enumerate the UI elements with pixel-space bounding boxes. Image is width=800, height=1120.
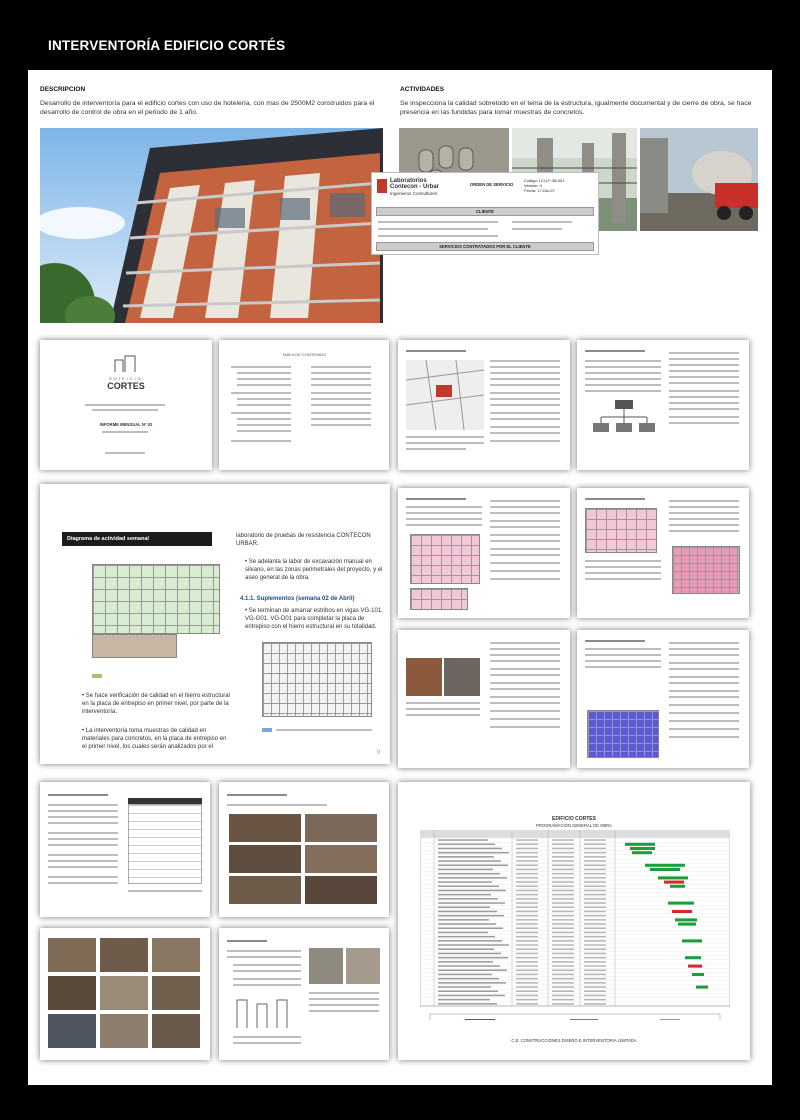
building-logo-icon xyxy=(113,355,137,373)
gantt-footer: C.E. CONSTRUCCIONES DISEÑO E INTERVENTORIA LIMITADA xyxy=(511,1038,637,1043)
gantt-page xyxy=(398,782,750,1060)
supplements-subheading: 4.1.1. Suplementos (semana 02 de Abril) xyxy=(240,596,355,602)
lab-company-subtitle: Ingenieros Consultores xyxy=(390,191,438,196)
blue-plan-page xyxy=(577,630,749,768)
lab-testing-text: laboratorio de pruebas de resistencia CONTECON URBAR. xyxy=(236,533,371,548)
site-photo-page xyxy=(398,630,570,768)
table-page-thumbnail xyxy=(40,782,210,917)
pink-grid-plan xyxy=(410,534,480,584)
gantt-chart xyxy=(420,830,730,1020)
photo-record-page xyxy=(219,782,389,917)
activities-text: Se inspecciona la calidad sobretodo en el tema de la estructura, igualmente documental y de cierre de obra, se hace presencia en las fundidas para tomar muestras de concretos. xyxy=(400,100,752,117)
data-table xyxy=(128,804,202,884)
building-photo xyxy=(40,128,383,323)
description-text: Desarrollo de interventoría para el edificio cortes con uso de hotelería, con mas de 2500M2 construidos para el desarrollo de control de obra en el periodo de 1 año. xyxy=(40,100,375,117)
services-bar: SERVICIOS CONTRATADOS POR EL CLIENTE xyxy=(376,242,594,251)
toc-page-thumbnail xyxy=(219,340,389,470)
lab-company-name: Laboratorios Contecon - Urbar xyxy=(390,178,440,191)
service-order-title: ORDEN DE SERVICIO xyxy=(470,182,514,187)
org-chart-icon xyxy=(591,400,657,440)
section-detail-icon xyxy=(233,994,297,1030)
weekly-diagram-page xyxy=(40,484,390,764)
page-title: INTERVENTORÍA EDIFICIO CORTÉS xyxy=(48,38,286,53)
cover-page-thumbnail xyxy=(40,340,212,470)
site-map-page-thumbnail xyxy=(398,340,570,470)
gantt-title: EDIFICIO CORTES xyxy=(552,816,596,822)
gantt-subtitle: PROGRAMACIÓN GENERAL DE OBRA xyxy=(536,823,612,828)
legend-swatch xyxy=(92,674,102,678)
diagram-heading: Diagrama de actividad semanal xyxy=(62,532,212,546)
service-order-meta: Código: LCU-F-38-001 Versión: 0 Fecha: 17-Dic-07 xyxy=(524,178,565,194)
legend-swatch-blue xyxy=(262,728,272,732)
blue-grid-plan xyxy=(587,710,659,758)
bullet-quality-check: • Se hace verificación de calidad en el hierro estructural en la placa de entrepiso en primer nivel, por parte de la interventoría. xyxy=(82,693,230,716)
pink-plan-page-a xyxy=(398,488,570,618)
activities-heading: ACTIVIDADES xyxy=(400,86,445,93)
description-heading: DESCRIPCION xyxy=(40,86,86,93)
org-chart-page-thumbnail xyxy=(577,340,749,470)
annex-page-thumbnail xyxy=(219,928,389,1060)
pink-plan-page-b xyxy=(577,488,749,618)
bullet-excavation: • Se adelanta la labor de excavación manual en silvano, en las zonas perimetrales del proyecto, y el aseo general de la obra. xyxy=(245,559,383,582)
cover-brand-small: EDIFICIO xyxy=(109,376,143,381)
toc-title: TABLA DE CONTENIDO xyxy=(282,352,326,357)
rebar-plan-diagram xyxy=(262,642,372,717)
bullet-material-samples: • La interventoría toma muestras de calidad en materiales para concretos, en la placa de entrepiso en el primer nivel, los cuales serán analizados por el xyxy=(82,728,227,751)
cover-brand: CORTES xyxy=(107,381,145,391)
site-map-icon xyxy=(406,360,484,430)
lab-logo-icon xyxy=(377,179,387,193)
floor-plan-diagram xyxy=(92,564,220,634)
concrete-truck-photo xyxy=(640,128,758,231)
cover-report-title: INFORME MENSUAL Nº 02 xyxy=(99,422,153,427)
lab-service-order xyxy=(371,172,599,255)
page-number: 9 xyxy=(376,750,380,756)
bullet-stirrups: • Se terminan de amarrar estribos en vigas VG-101, VG-G01, VG-D01 para completar la placa de entrepiso con el hierro estructural en su totalidad. xyxy=(245,608,383,631)
photo-grid-page xyxy=(40,928,210,1060)
client-bar: CLIENTE xyxy=(376,207,594,216)
